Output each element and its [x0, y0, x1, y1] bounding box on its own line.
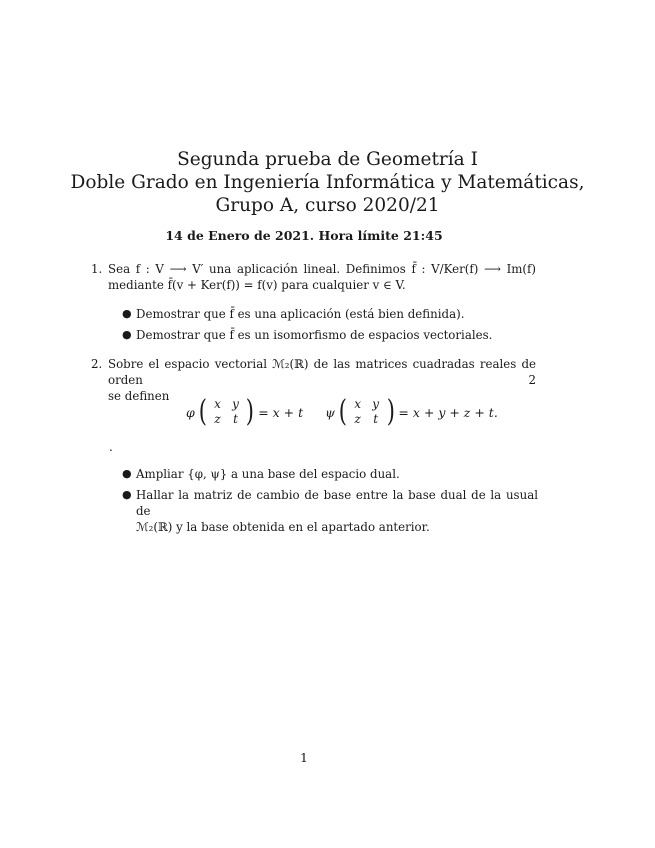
matrix-entry: y — [372, 397, 380, 411]
matrix-entry: y — [232, 397, 239, 411]
stray-period: . — [109, 440, 113, 454]
problem-2-bullet-1 — [122, 466, 538, 482]
matrix-phi — [197, 394, 256, 429]
bullet-text: Ampliar {φ, ψ} a una base del espacio dual. — [136, 467, 400, 481]
matrix-psi — [337, 394, 396, 429]
bullet-icon: ● — [122, 467, 132, 480]
problem-1-number: 1. — [91, 262, 103, 276]
bullet-text-cont: ℳ₂(ℝ) y la base obtenida en el apartado anterior. — [136, 520, 430, 534]
problem-2-intro: Sobre el espacio vectorial ℳ₂(ℝ) de las matrices cuadradas reales de orden 2 — [108, 357, 536, 387]
bullet-icon: ● — [122, 307, 132, 320]
psi-rhs: = x + y + z + t. — [398, 404, 498, 420]
exam-date: 14 de Enero de 2021. Hora límite 21:45 — [165, 228, 443, 243]
matrix-entry: z — [354, 412, 361, 426]
problem-2-intro-cont: se definen — [108, 389, 170, 403]
bullet-text: Hallar la matriz de cambio de base entre la base dual de la usual de — [136, 488, 538, 518]
left-paren-icon: ( — [198, 394, 207, 429]
left-paren-icon: ( — [338, 394, 347, 429]
matrix-entry: t — [233, 412, 238, 426]
bullet-icon: ● — [122, 488, 132, 501]
problem-1-bullet-1 — [122, 306, 538, 322]
psi-symbol: ψ — [325, 404, 335, 420]
page-number: 1 — [300, 750, 308, 765]
phi-symbol: φ — [186, 404, 195, 420]
matrix-entry: x — [354, 397, 362, 411]
right-paren-icon: ) — [386, 394, 395, 429]
degree-line: Doble Grado en Ingeniería Informática y Matemáticas, — [70, 172, 585, 193]
definition-formula — [186, 394, 498, 429]
bullet-text: Demostrar que f̄ es una aplicación (está bien definida). — [136, 307, 465, 321]
phi-rhs: = x + t — [258, 404, 304, 420]
bullet-icon: ● — [122, 328, 132, 341]
problem-1 — [91, 261, 536, 293]
group-line: Grupo A, curso 2020/21 — [215, 195, 440, 216]
matrix-entry: x — [214, 397, 221, 411]
problem-1-intro: Sea f : V ⟶ V′ una aplicación lineal. Definimos f̄ : V/Ker(f) ⟶ Im(f) — [108, 262, 536, 276]
matrix-entry: z — [214, 412, 221, 426]
problem-1-intro-cont: mediante f̄(v + Ker(f)) = f(v) para cualquier v ∈ V. — [108, 278, 406, 292]
exam-title: Segunda prueba de Geometría I — [177, 149, 478, 170]
problem-2-number: 2. — [91, 357, 103, 371]
problem-1-bullet-2 — [122, 327, 538, 343]
right-paren-icon: ) — [246, 394, 255, 429]
problem-2-bullet-2 — [122, 487, 538, 535]
bullet-text: Demostrar que f̄ es un isomorfismo de espacios vectoriales. — [136, 328, 493, 342]
matrix-entry: t — [373, 412, 379, 426]
